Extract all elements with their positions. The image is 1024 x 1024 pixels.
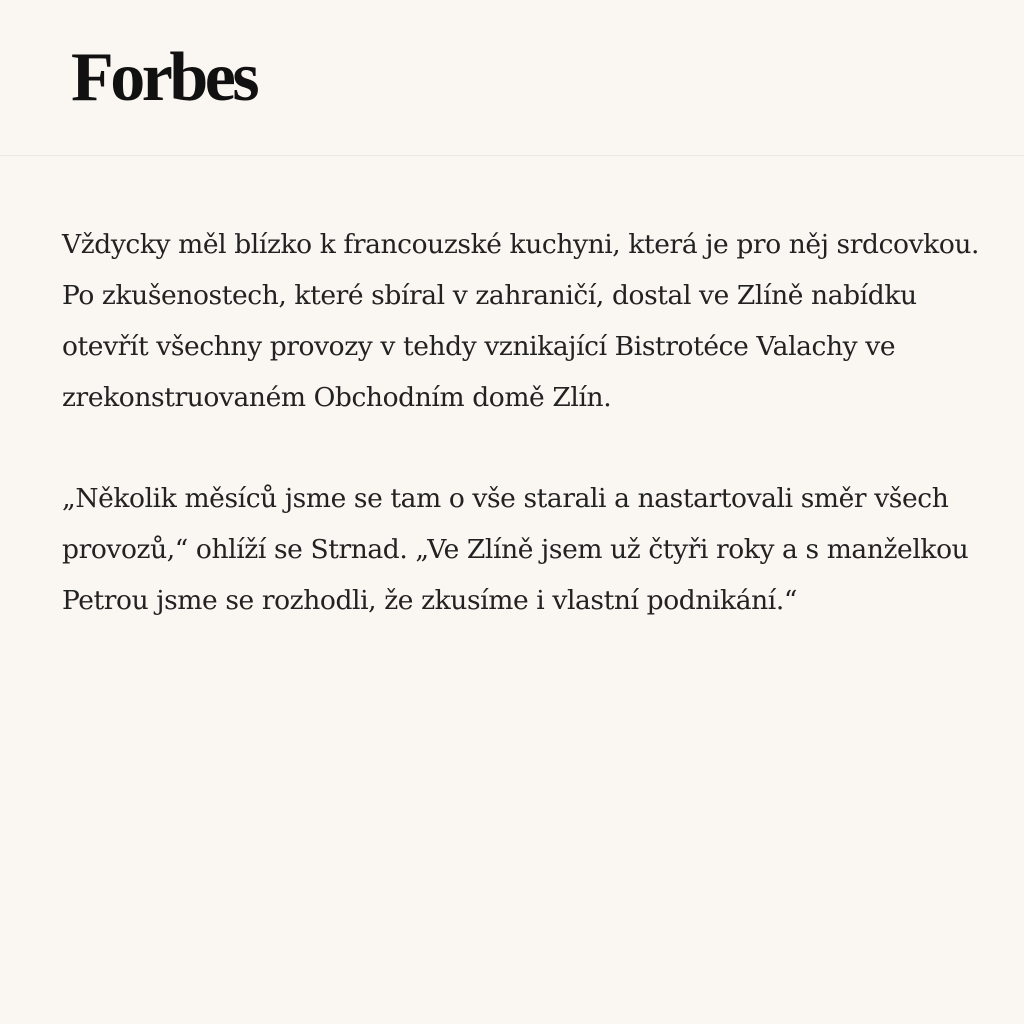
article-paragraph-1: Vždycky měl blízko k francouzské kuchyni, která je pro něj srdcovkou. Po zkušenostech, které sbíral v zahraničí, dostal ve Zlíně nabídku otevřít všechny provozy v tehdy vznikající Bistrotéce Valachy ve zrekonstruovaném Obchodním domě Zlín.	[62, 229, 980, 413]
forbes-logo[interactable]: Forbes	[71, 39, 257, 116]
article-paragraph-2: „Několik měsíců jsme se tam o vše starali a nastartovali směr všech provozů,“ ohlíží se Strnad. „Ve Zlíně jsem už čtyři roky a s manželkou Petrou jsme se rozhodli, že zkusíme i vlastní podnikání.“	[62, 483, 969, 616]
article-body	[62, 219, 992, 676]
site-header	[0, 0, 1024, 156]
